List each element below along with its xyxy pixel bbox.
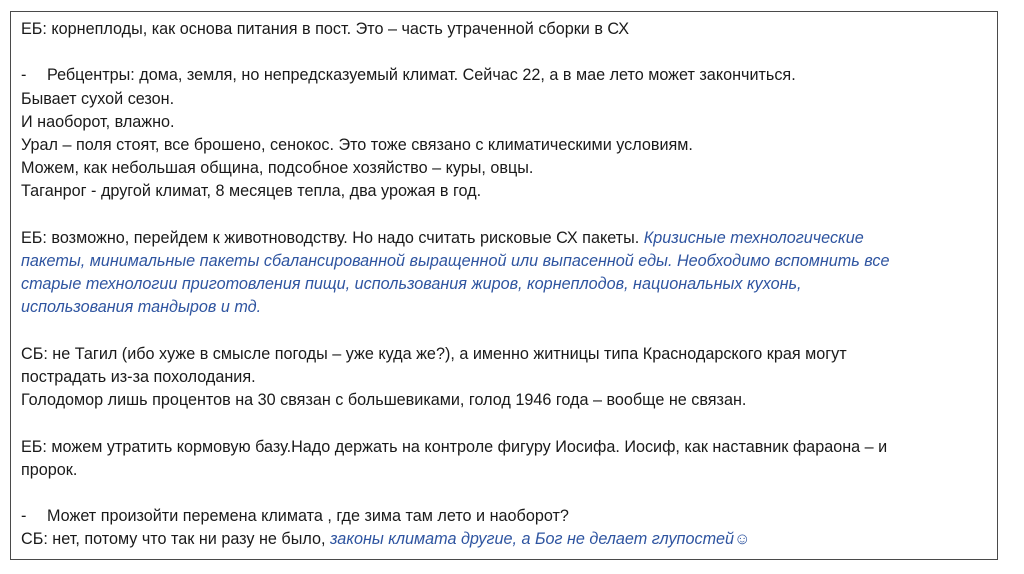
text-line: Голодомор лишь процентов на 30 связан с большевиками, голод 1946 года – вообще не связан.: [21, 391, 747, 410]
bullet-line: [21, 505, 987, 528]
plain-text: ЕБ: возможно, перейдем к животноводству. Но надо считать рисковые СХ пакеты.: [21, 228, 640, 247]
highlight-text: законы климата другие, а Бог не делает глупостей☺: [329, 530, 751, 549]
plain-text: СБ: нет, потому что так ни разу не было,: [21, 530, 326, 549]
text-line: И наоборот, влажно.: [21, 112, 175, 131]
text-box: [10, 11, 998, 560]
bullet-text: Ребцентры: дома, земля, но непредсказуемый климат. Сейчас 22, а в мае лето может закончиться.: [47, 66, 796, 85]
bullet-line: [21, 64, 987, 87]
text-line: ЕБ: можем утратить кормовую базу.Надо держать на контроле фигуру Иосифа. Иосиф, как наставник фараона – и: [21, 437, 888, 456]
text-line: Урал – поля стоят, все брошено, сенокос. Это тоже связано с климатическими условиям.: [21, 136, 693, 154]
blank-line: [21, 412, 987, 435]
text-line: Бывает сухой сезон.: [21, 89, 175, 108]
text-line: ЕБ: корнеплоды, как основа питания в пост. Это – часть утраченной сборки в СХ: [21, 20, 630, 38]
text-line: Таганрог - другой климат, 8 месяцев тепла, два урожая в год.: [21, 182, 482, 201]
text-line: Можем, как небольшая община, подсобное хозяйство – куры, овцы.: [21, 159, 534, 178]
blank-line: [21, 482, 987, 505]
text-line: пророк.: [21, 460, 78, 479]
blank-line: [21, 204, 987, 227]
highlight-line: пакеты, минимальные пакеты сбалансированной выращенной или выпасенной еды. Необходимо вспомнить все: [21, 252, 890, 270]
blank-line: [21, 41, 987, 64]
text-line: СБ: не Тагил (ибо хуже в смысле погоды – уже куда же?), а именно житницы типа Краснодарского края могут: [21, 344, 847, 363]
highlight-line: старые технологии приготовления пищи, использования жиров, корнеплодов, национальных кухонь,: [21, 275, 802, 294]
text-line: [21, 528, 987, 551]
bullet-text: Может произойти перемена климата , где зима там лето и наоборот?: [47, 507, 569, 526]
text-line: [21, 227, 987, 250]
highlight-line: использования тандыров и тд.: [21, 298, 262, 317]
dash-bullet: -: [21, 66, 27, 85]
blank-line: [21, 320, 987, 343]
highlight-text: Кризисные технологические: [643, 228, 864, 247]
dash-bullet: -: [21, 507, 27, 526]
text-line: пострадать из-за похолодания.: [21, 368, 256, 386]
